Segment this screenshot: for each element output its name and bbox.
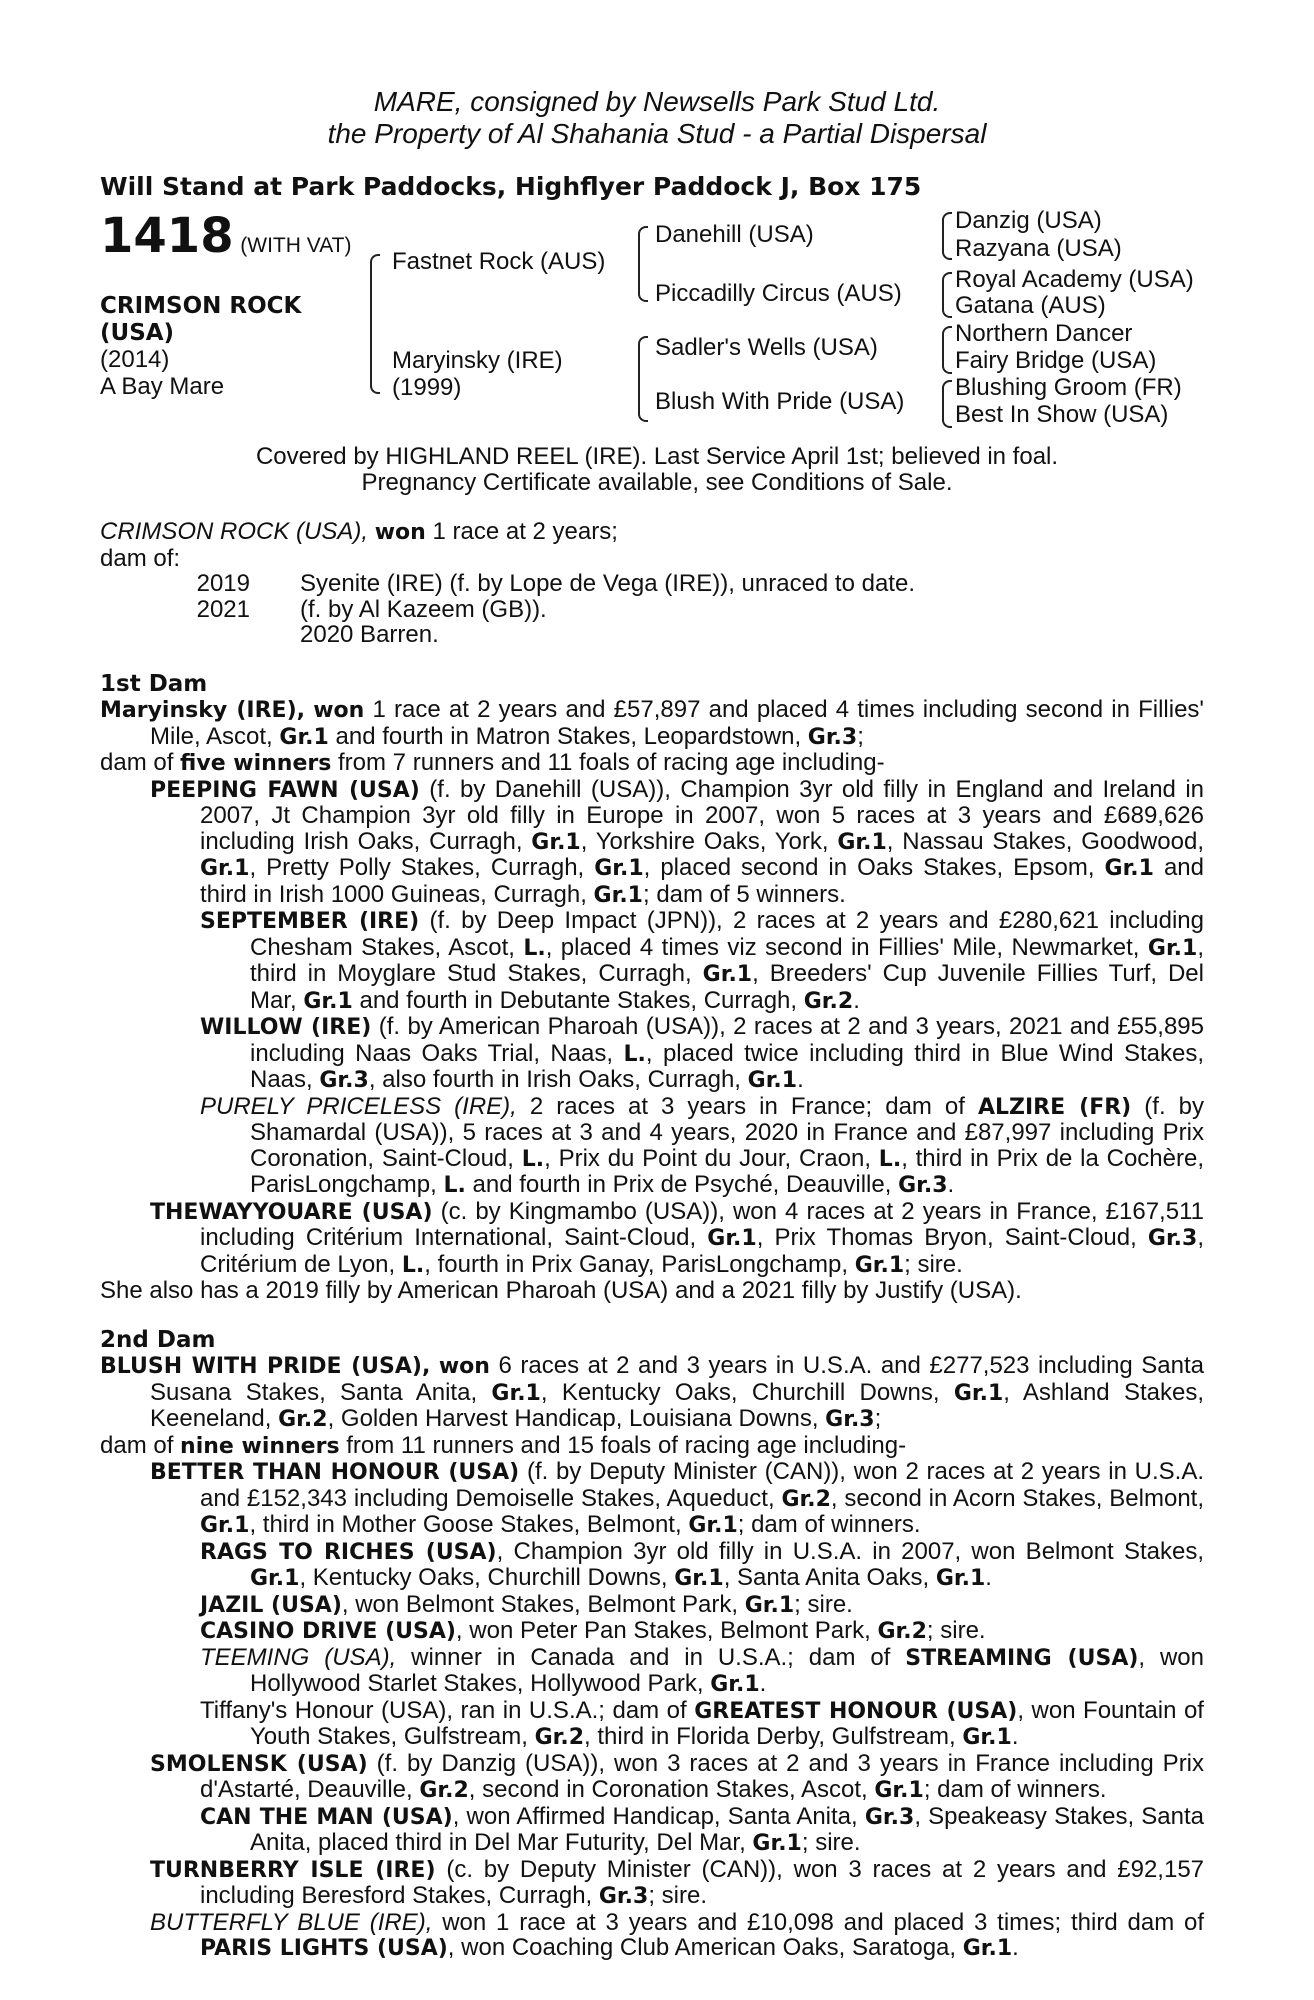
grade: L.	[623, 1041, 646, 1067]
text: (f. by American Pharoah (USA)), 2 races at 2 and 3 years, 2021 and £55,895 including Naas Oaks Trial, Naas,	[250, 1013, 1204, 1067]
horse-description: A Bay Mare	[100, 373, 225, 400]
grade: Gr.1	[531, 829, 581, 855]
first-dam-also: She also has a 2019 filly by American Pharoah (USA) and a 2021 filly by Justify (USA).	[100, 1277, 1022, 1304]
text: , second in Acorn Stakes, Belmont,	[830, 1484, 1205, 1512]
text: , won Belmont Stakes, Belmont Park,	[341, 1590, 739, 1618]
pedigree-sd: Piccadilly Circus (AUS)	[655, 280, 902, 307]
text: , won Fountain of Youth Stakes, Gulfstream,	[250, 1696, 1204, 1750]
mare-record	[100, 519, 1204, 546]
grade: Gr.2	[781, 1486, 831, 1512]
text: .	[1012, 1934, 1019, 1961]
mare-name: CRIMSON ROCK (USA),	[100, 518, 369, 545]
horse-name: RAGS TO RICHES (USA)	[200, 1539, 497, 1565]
grade: Gr.2	[419, 1778, 469, 1803]
second-dam-produce-summary	[100, 1433, 1204, 1460]
text: , won Peter Pan Stakes, Belmont Park,	[455, 1617, 871, 1644]
grade: Gr.3	[598, 1884, 649, 1909]
grade: Gr.1	[674, 1566, 724, 1591]
grade: Gr.1	[962, 1725, 1012, 1750]
grade: Gr.1	[491, 1380, 541, 1406]
horse-name: SEPTEMBER (IRE)	[200, 909, 420, 934]
text: , placed second in Oaks Stakes, Epsom,	[643, 854, 1095, 881]
grade: Gr.2	[877, 1619, 927, 1644]
pedigree-dam-year: (1999)	[392, 374, 462, 401]
catalogue-body	[100, 519, 1204, 1962]
text: , Breeders' Cup Juvenile Fillies Turf, Del Mar,	[250, 960, 1204, 1014]
grade: L.	[443, 1173, 466, 1198]
entry-casino-drive	[100, 1618, 1204, 1645]
text: , third in Prix de la Cochère, ParisLongchamp,	[250, 1144, 1205, 1198]
text: , Kentucky Oaks, Churchill Downs,	[540, 1378, 940, 1406]
pregnancy-info: Pregnancy Certificate available, see Conditions of Sale.	[361, 469, 953, 496]
grade: Gr.2	[803, 988, 854, 1014]
text: ; sire.	[794, 1590, 853, 1618]
text: , third in Florida Derby, Gulfstream,	[584, 1723, 956, 1750]
grade: Gr.1	[935, 1566, 986, 1591]
text: .	[947, 1171, 955, 1198]
text: , Speakeasy Stakes, Santa Anita, placed third in Del Mar Futurity, Del Mar,	[250, 1802, 1204, 1856]
text: , won Coaching Club American Oaks, Saratoga,	[447, 1934, 957, 1961]
grade: L.	[878, 1146, 902, 1172]
pedigree-ss: Danehill (USA)	[655, 221, 814, 248]
grade: Gr.1	[874, 1778, 924, 1803]
horse-name: STREAMING (USA)	[905, 1645, 1139, 1671]
text: , placed 4 times viz second in Fillies' Mile, Newmarket,	[545, 933, 1140, 961]
text: from 11 runners and 15 foals of racing age including-	[346, 1431, 907, 1459]
pedigree-brace-dam	[638, 336, 648, 422]
text: dam of	[100, 749, 174, 776]
entry-teeming	[100, 1645, 1204, 1698]
text: .	[1011, 1723, 1019, 1750]
text: ; dam of 5 winners.	[642, 880, 846, 908]
text: Tiffany's Honour (USA), ran in U.S.A.; dam of	[200, 1696, 687, 1724]
mare-record-text: 1 race at 2 years;	[432, 518, 618, 545]
text: and third in Irish 1000 Guineas, Curragh,	[200, 854, 1204, 908]
produce-text: Syenite (IRE) (f. by Lope de Vega (IRE)), unraced to date.	[300, 570, 915, 597]
text: , Yorkshire Oaks, York,	[580, 827, 829, 855]
won-label: won	[438, 1354, 490, 1379]
grade: Gr.1	[953, 1380, 1004, 1406]
text: , third in Mother Goose Stakes, Belmont,	[249, 1511, 682, 1538]
second-dam-record	[100, 1353, 1204, 1433]
text: , also fourth in Irish Oaks, Curragh,	[368, 1066, 741, 1093]
horse-name: THEWAYYOUARE (USA)	[150, 1199, 433, 1225]
text: 2 races at 3 years in France; dam of	[529, 1092, 965, 1120]
second-dam-name: BLUSH WITH PRIDE (USA),	[100, 1354, 431, 1379]
grade: Gr.1	[752, 1831, 802, 1856]
produce-text: 2020 Barren.	[300, 621, 439, 648]
first-dam-heading: 1st Dam	[100, 670, 208, 697]
won-label: won	[313, 698, 365, 723]
grade: L.	[521, 1146, 545, 1172]
text: , Champion 3yr old filly in U.S.A. in 2007, won Belmont Stakes,	[496, 1537, 1204, 1565]
text: , Ashland Stakes, Keeneland,	[150, 1378, 1204, 1432]
produce-year	[100, 622, 250, 648]
entry-tiffanys-honour	[100, 1698, 1204, 1751]
pedigree-sire: Fastnet Rock (AUS)	[392, 248, 606, 275]
grade: Gr.1	[962, 1936, 1013, 1961]
text: , Prix du Point du Jour, Craon,	[544, 1144, 871, 1172]
lot-number-block	[100, 208, 351, 264]
text: ; dam of winners.	[923, 1776, 1107, 1803]
horse-country: (USA)	[100, 320, 175, 346]
text: ; sire.	[648, 1882, 707, 1909]
pedigree-sss: Danzig (USA)	[955, 207, 1102, 234]
horse-name: WILLOW (IRE)	[200, 1015, 372, 1040]
produce-text: (f. by Al Kazeem (GB)).	[300, 595, 547, 623]
vat-note: (WITH VAT)	[240, 234, 352, 257]
horse-name: PURELY PRICELESS (IRE),	[200, 1092, 517, 1120]
grade: Gr.1	[1104, 856, 1154, 881]
text: , second in Coronation Stakes, Ascot,	[468, 1776, 868, 1803]
text: ; sire.	[926, 1617, 986, 1644]
entry-willow	[100, 1014, 1204, 1094]
pedigree-ds: Sadler's Wells (USA)	[655, 334, 878, 361]
grade: Gr.1	[594, 856, 644, 881]
pedigree-dds: Blushing Groom (FR)	[955, 374, 1182, 401]
text: and fourth in Prix de Psyché, Deauville,	[472, 1171, 892, 1198]
grade: Gr.1	[1147, 935, 1198, 961]
grade: Gr.1	[744, 1592, 795, 1618]
grade: Gr.1	[279, 724, 329, 750]
text: , third in Moyglare Stud Stakes, Curragh,	[250, 933, 1204, 987]
text: , won Hollywood Starlet Stakes, Hollywood Park,	[250, 1643, 1205, 1697]
entry-can-the-man	[100, 1804, 1204, 1857]
grade: Gr.3	[825, 1407, 875, 1432]
text: .	[853, 986, 860, 1014]
horse-name: CAN THE MAN (USA)	[200, 1804, 453, 1830]
winners-count: five winners	[180, 751, 332, 776]
pedigree-dam: Maryinsky (IRE)	[392, 347, 563, 374]
grade: Gr.3	[898, 1173, 948, 1198]
entry-rags-to-riches	[100, 1539, 1204, 1592]
text: ; sire.	[801, 1829, 861, 1856]
entry-purely-priceless	[100, 1094, 1204, 1199]
text: , Critérium de Lyon,	[200, 1224, 1204, 1278]
produce-row	[100, 622, 1204, 648]
pedigree-sdd: Gatana (AUS)	[955, 292, 1106, 319]
text: ; dam of winners.	[737, 1511, 921, 1538]
grade: Gr.1	[688, 1513, 738, 1538]
grade: Gr.3	[864, 1804, 915, 1830]
horse-name: ALZIRE (FR)	[977, 1094, 1132, 1120]
grade: Gr.1	[707, 1226, 757, 1251]
horse-name: PARIS LIGHTS (USA)	[200, 1936, 448, 1961]
won-label: won	[374, 520, 426, 545]
text: and fourth in Debutante Stakes, Curragh,	[359, 986, 798, 1014]
grade: Gr.1	[837, 829, 887, 855]
grade: Gr.1	[702, 962, 753, 987]
pedigree-ddd: Best In Show (USA)	[955, 401, 1169, 428]
grade: Gr.1	[200, 856, 250, 881]
text: .	[759, 1670, 767, 1697]
text: (f. by Deputy Minister (CAN)), won 2 races at 2 years in U.S.A. and £152,343 including Demoiselle Stakes, Aqueduct,	[200, 1458, 1205, 1512]
grade: Gr.1	[854, 1252, 905, 1278]
entry-turnberry-isle	[100, 1857, 1204, 1910]
property-line: the Property of Al Shahania Stud - a Partial Dispersal	[327, 118, 987, 149]
text: 1 race at 2 years and £57,897 and placed 4 times including second in Fillies' Mile, Ascot,	[150, 696, 1205, 750]
entry-jazil	[100, 1592, 1204, 1619]
pedigree-brace-sire	[638, 226, 648, 302]
text: , fourth in Prix Ganay, ParisLongchamp,	[424, 1250, 849, 1278]
text: .	[985, 1564, 992, 1591]
text: ; sire.	[904, 1250, 963, 1278]
text: dam of	[100, 1431, 174, 1459]
text: , Santa Anita Oaks,	[723, 1564, 930, 1591]
horse-name: CASINO DRIVE (USA)	[200, 1619, 456, 1644]
produce-year: 2021	[196, 595, 250, 623]
consignor-line: MARE, consigned by Newsells Park Stud Ltd.	[373, 86, 941, 117]
horse-name: CRIMSON ROCK	[100, 293, 302, 319]
horse-name: TURNBERRY ISLE (IRE)	[150, 1857, 436, 1883]
grade: Gr.1	[593, 882, 643, 908]
text: 6 races at 2 and 3 years in U.S.A. and £277,523 including Santa Susana Stakes, Santa Anita,	[150, 1352, 1205, 1406]
text: (c. by Deputy Minister (CAN)), won 3 races at 2 years and £92,157 including Beresford Stakes, Curragh,	[200, 1855, 1205, 1909]
text: , Pretty Polly Stakes, Curragh,	[249, 854, 585, 881]
text: , won Affirmed Handicap, Santa Anita,	[452, 1802, 858, 1830]
pedigree-dss: Northern Dancer	[955, 320, 1133, 347]
text: and fourth in Matron Stakes, Leopardstown,	[335, 722, 802, 750]
entry-thewayyouare	[100, 1199, 1204, 1279]
entry-better-than-honour	[100, 1459, 1204, 1539]
pedigree-brace-sd	[942, 272, 952, 318]
grade: Gr.3	[807, 724, 858, 750]
first-dam-produce-summary	[100, 750, 1204, 777]
text: (f. by Shamardal (USA)), 5 races at 3 and 4 years, 2020 in France and £87,997 including Prix Coronation, Saint-Cloud,	[250, 1092, 1204, 1172]
horse-name: TEEMING (USA),	[200, 1643, 397, 1671]
entry-september	[100, 908, 1204, 1014]
text: , placed twice including third in Blue Wind Stakes, Naas,	[250, 1039, 1204, 1093]
pedigree-brace-main	[370, 254, 380, 394]
text: (f. by Deep Impact (JPN)), 2 races at 2 years and £280,621 including Chesham Stakes, Ascot,	[250, 907, 1205, 961]
text: , Nassau Stakes, Goodwood,	[886, 827, 1204, 855]
grade: L.	[401, 1252, 425, 1278]
text: (f. by Danzig (USA)), won 3 races at 2 and 3 years in France including Prix d'Astarté, Deauville,	[200, 1749, 1205, 1803]
covering-info: Covered by HIGHLAND REEL (IRE). Last Service April 1st; believed in foal.	[255, 443, 1059, 470]
stand-location: Will Stand at Park Paddocks, Highflyer Paddock J, Box 175	[100, 172, 922, 201]
grade: Gr.1	[250, 1566, 300, 1591]
grade: Gr.1	[200, 1513, 250, 1538]
text: won 1 race at 3 years and £10,098 and placed 3 times; third dam of	[442, 1908, 1205, 1936]
horse-name: BETTER THAN HONOUR (USA)	[150, 1460, 520, 1485]
first-dam-name: Maryinsky (IRE),	[100, 698, 305, 723]
entry-peeping-fawn	[100, 777, 1204, 909]
text: winner in Canada and in U.S.A.; dam of	[411, 1643, 891, 1671]
dam-of-label: dam of:	[100, 544, 181, 572]
pedigree-sds: Royal Academy (USA)	[955, 266, 1194, 293]
horse-name: PEEPING FAWN (USA)	[150, 777, 420, 803]
text: from 7 runners and 11 foals of racing age including-	[338, 749, 885, 776]
second-dam-heading: 2nd Dam	[100, 1326, 216, 1353]
lot-number: 1418	[100, 208, 234, 264]
grade: Gr.2	[278, 1407, 328, 1432]
pedigree-dsd: Fairy Bridge (USA)	[955, 347, 1157, 374]
text: , Kentucky Oaks, Churchill Downs,	[299, 1564, 668, 1591]
produce-row	[100, 571, 1204, 597]
pedigree-dd: Blush With Pride (USA)	[655, 388, 905, 415]
grade: Gr.1	[303, 988, 353, 1014]
pedigree-brace-ss	[942, 212, 952, 260]
pedigree-brace-dd	[942, 380, 952, 428]
text: ;	[874, 1405, 882, 1432]
text: (f. by Danehill (USA)), Champion 3yr old filly in England and Ireland in 2007, Jt Champion 3yr old filly in Europe in 2007, won 5 races at 3 years and £689,626 including Irish Oaks, Curragh,	[200, 775, 1204, 855]
pedigree-ssd: Razyana (USA)	[955, 235, 1122, 262]
text: .	[797, 1066, 804, 1093]
horse-name: SMOLENSK (USA)	[150, 1751, 368, 1777]
entry-smolensk	[100, 1751, 1204, 1804]
grade: Gr.2	[534, 1725, 585, 1750]
produce-year: 2019	[196, 570, 250, 597]
produce-row	[100, 597, 1204, 623]
text: , Golden Harvest Handicap, Louisiana Downs,	[327, 1405, 819, 1432]
winners-count: nine winners	[180, 1433, 340, 1459]
horse-name: GREATEST HONOUR (USA)	[694, 1698, 1018, 1724]
entry-butterfly-blue	[100, 1910, 1204, 1962]
horse-name: JAZIL (USA)	[200, 1592, 342, 1618]
grade: Gr.3	[319, 1068, 369, 1093]
first-dam-record	[100, 697, 1204, 750]
pedigree-brace-ds	[942, 326, 952, 374]
text: (c. by Kingmambo (USA)), won 4 races at 2 years in France, £167,511 including Critérium International, Saint-Cloud,	[200, 1197, 1204, 1251]
grade: L.	[523, 935, 546, 961]
text: ;	[857, 722, 864, 750]
grade: Gr.1	[710, 1672, 760, 1697]
grade: Gr.1	[747, 1068, 798, 1093]
grade: Gr.3	[1147, 1226, 1198, 1251]
horse-name: BUTTERFLY BLUE (IRE),	[150, 1908, 433, 1936]
horse-year: (2014)	[100, 346, 170, 373]
text: , Prix Thomas Bryon, Saint-Cloud,	[756, 1224, 1137, 1251]
